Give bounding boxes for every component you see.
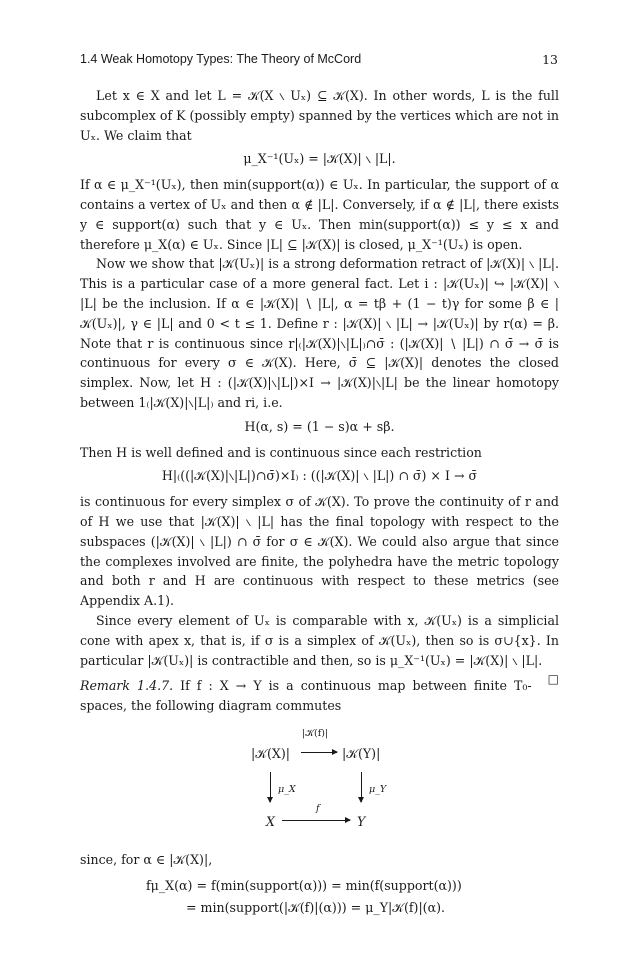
diagram-label-muy: μ_Y (369, 783, 387, 795)
paragraph-5 (80, 492, 559, 611)
paragraph-3: Now we show that |𝒦(Uₓ)| is a strong deformation retract of |𝒦(X)| ∖ |L|. This is a particular case of a more general fact. Let i : |𝒦(Uₓ)| ↪ |𝒦(X)| ∖ |L| be the inclusion. If α ∈ |𝒦(X)| ∖ |L|, α = tβ + (1 − t)γ for some β ∈ |𝒦(Uₓ)|, γ ∈ |L| and 0 < t ≤ 1. Define r : |𝒦(X)| ∖ |L| → |𝒦(Uₓ)| by r(α) = β. Note that r is continuous since r|₍|𝒦(X)|∖|L|₎∩σ̄ : (|𝒦(X)| ∖ |L|) ∩ σ̄ → σ̄ is continuous for every σ ∈ 𝒦(X). Here, σ̄ ⊆ |𝒦(X)| denotes the closed simplex. Now, let H : (|𝒦(X)|∖|L|)×I → |𝒦(X)|∖|L| be the linear homotopy between 1₍|𝒦(X)|∖|L|₎ and ri, i.e. (80, 256, 559, 410)
diagram-node-ky: |𝒦(Y)| (342, 745, 381, 761)
diagram-label-kf: |𝒦(f)| (302, 727, 329, 739)
equation-line-1: fμ_X(α) = f(min(support(α))) = min(f(support(α))) (146, 877, 462, 893)
diagram-node-y: Y (357, 813, 366, 829)
page-number: 13 (542, 51, 558, 67)
paragraph-6-text: Since every element of Uₓ is comparable with x, 𝒦(Uₓ) is a simplicial cone with apex x, that is, if σ is a simplex of 𝒦(Uₓ), then so is σ∪{x}. In particular |𝒦(Uₓ)| is contractible and then, so is μ_X⁻¹(Uₓ) = |𝒦(X)| ∖ |L|. (80, 612, 559, 668)
diagram-node-kx: |𝒦(X)| (251, 745, 290, 761)
paragraph-5-end: ). (165, 593, 175, 609)
diagram-arrow-bottom (282, 820, 350, 821)
appendix-link[interactable]: A.1 (143, 593, 166, 609)
diagram-arrow-top (301, 752, 337, 753)
commutative-diagram (80, 722, 559, 840)
paragraph-2: If α ∈ μ_X⁻¹(Uₓ), then min(support(α)) ∈ Uₓ. In particular, the support of α contains a vertex of Uₓ and then α ∉ |L|. Conversely, if α ∉ |L|, there exists y ∈ support(α) such that y ∈ Uₓ. Then min(support(α)) ≤ y ≤ x and therefore μ_X(α) ∈ Uₓ. Since |L| ⊆ |𝒦(X)| is closed, μ_X⁻¹(Uₓ) is open. (80, 177, 559, 252)
running-header (80, 50, 558, 68)
section-title: 1.4 Weak Homotopy Types: The Theory of McCord (80, 52, 362, 66)
qed-symbol: □ (547, 672, 559, 687)
display-equation-2: H(α, s) = (1 − s)α + sβ. (244, 418, 395, 434)
equation-block (80, 876, 559, 918)
paragraph-5-text: is continuous for every simplex σ of 𝒦(X). To prove the continuity of r and of H we use that |𝒦(X)| ∖ |L| has the final topology with respect to the subspaces (|𝒦(X)| ∖ |L|) ∩ σ̄ for σ ∈ 𝒦(X). We could also argue that since the complexes involved are finite, the polyhedra have the metric topology and both r and H are continuous with respect to these metrics (see Appendix (80, 494, 559, 609)
remark-label: Remark 1.4.7. (80, 678, 174, 694)
diagram-arrow-left (270, 772, 271, 802)
paragraph-1: Let x ∈ X and let L = 𝒦(X ∖ Uₓ) ⊆ 𝒦(X). In other words, L is the full subcomplex of K (possibly empty) spanned by the vertices which are not in Uₓ. We claim that (80, 88, 559, 143)
remark-text: If f : X → Y is a continuous map between finite T₀-spaces, the following diagram commutes (80, 678, 532, 714)
paragraph-4: Then H is well defined and is continuous since each restriction (80, 444, 482, 460)
display-equation-1: μ_X⁻¹(Uₓ) = |𝒦(X)| ∖ |L|. (243, 151, 396, 167)
display-equation-3: H|₍((|𝒦(X)|∖|L|)∩σ̄)×I₎ : ((|𝒦(X)| ∖ |L|) ∩ σ̄) × I → σ̄ (161, 468, 478, 484)
paragraph-7: since, for α ∈ |𝒦(X)|, (80, 851, 213, 867)
diagram-label-mux: μ_X (278, 783, 296, 795)
diagram-label-f: f (316, 802, 320, 814)
page-body (80, 86, 559, 917)
diagram-arrow-right (361, 772, 362, 802)
diagram-node-x: X (266, 813, 275, 829)
remark-paragraph (80, 676, 559, 716)
equation-line-2: = min(support(|𝒦(f)|(α))) = μ_Y|𝒦(f)|(α). (186, 899, 446, 915)
